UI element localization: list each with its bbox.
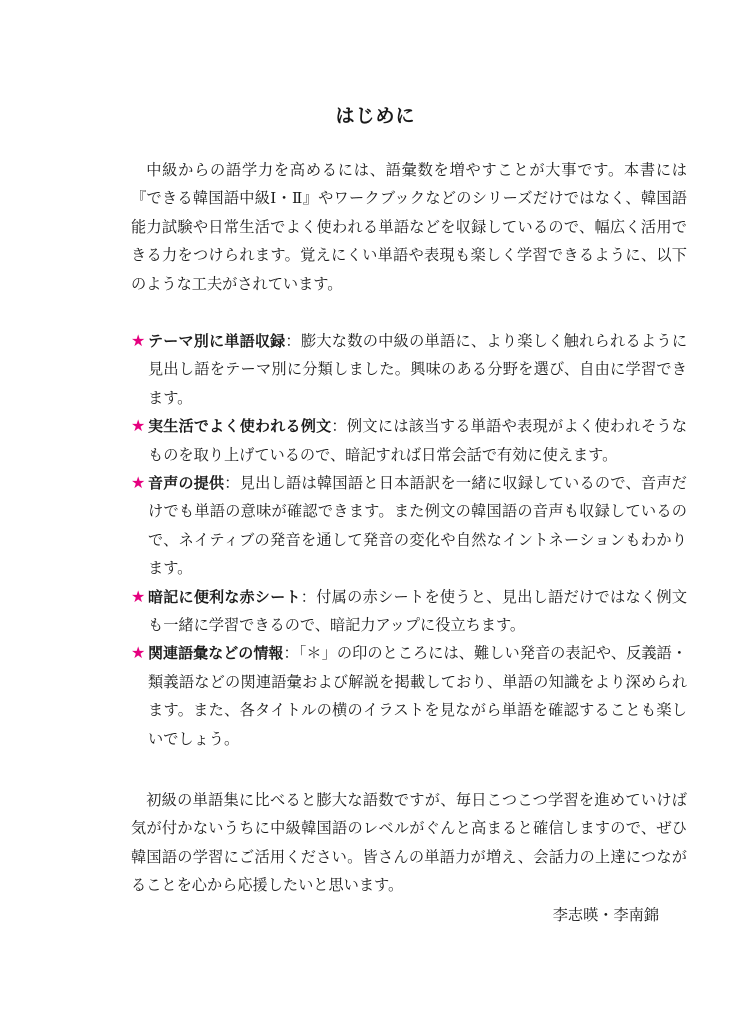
author-signature: 李志暎・李南錦 (552, 906, 659, 924)
closing-section (131, 786, 687, 900)
intro-section (131, 156, 687, 298)
star-icon: ★ (131, 331, 146, 350)
feature-heading: 実生活でよく使われる例文 (148, 417, 332, 436)
feature-item-red-sheet (131, 583, 687, 640)
feature-heading: テーマ別に単語収録 (148, 332, 286, 350)
feature-item-related-vocab (131, 639, 687, 753)
feature-text: 付属の赤シートを使うと、見出し語だけではなく例文も一緒に学習できるので、暗記力アップに役立ちます。 (148, 587, 688, 635)
feature-separator: ： (300, 587, 317, 606)
feature-heading: 暗記に便利な赤シート (148, 587, 301, 606)
feature-separator: ： (331, 417, 347, 436)
feature-text: 例文には該当する単語や表現がよく使われそうなものを取り上げているので、暗記すれば日常会話で有効に使えます。 (148, 417, 688, 464)
page-title: はじめに (335, 105, 416, 127)
star-icon: ★ (131, 416, 146, 436)
star-icon: ★ (131, 643, 146, 663)
feature-heading: 関連語彙などの情報 (148, 644, 284, 663)
feature-list (131, 327, 687, 753)
feature-text: 膨大な数の中級の単語に、より楽しく触れられるように見出し語をテーマ別に分類しました。興味のある分野を選び、自由に学習できます。 (148, 332, 688, 407)
feature-item-examples (131, 412, 687, 469)
feature-item-theme (131, 327, 687, 412)
feature-separator: ： (283, 644, 299, 663)
feature-item-audio (131, 469, 687, 583)
intro-paragraph: 中級からの語学力を高めるには、語彙数を増やすことが大事です。本書には『できる韓国語中級Ⅰ・Ⅱ』やワークブックなどのシリーズだけではなく、韓国語能力試験や日常生活でよく使われる単語などを収録しているので、幅広く活用できる力をつけられます。覚えにくい単語や表現も楽しく学習できるように、以下のような工夫がされています。 (131, 161, 687, 293)
closing-paragraph: 初級の単語集に比べると膨大な語数ですが、毎日こつこつ学習を進めていけば気が付かないうちに中級韓国語のレベルがぐんと高まると確信しますので、ぜひ韓国語の学習にご活用ください。皆さんの単語力が増え、会話力の上達につながることを心から応援したいと思います。 (131, 791, 687, 895)
feature-heading: 音声の提供 (148, 474, 225, 493)
star-icon: ★ (131, 473, 146, 493)
star-icon: ★ (131, 586, 146, 606)
feature-text: 見出し語は韓国語と日本語訳を一緒に収録しているので、音声だけでも単語の意味が確認できます。また例文の韓国語の音声も収録しているので、ネイティブの発音を通して発音の変化や自然なイントネーションもわかります。 (148, 474, 687, 578)
feature-separator: ： (224, 474, 240, 493)
feature-separator: ： (285, 332, 301, 350)
feature-text: 「＊」の印のところには、難しい発音の表記や、反義語・類義語などの関連語彙および解説を掲載しており、単語の知識をより深められます。また、各タイトルの横のイラストを見ながら単語を確認することも楽しいでしょう。 (148, 644, 687, 748)
